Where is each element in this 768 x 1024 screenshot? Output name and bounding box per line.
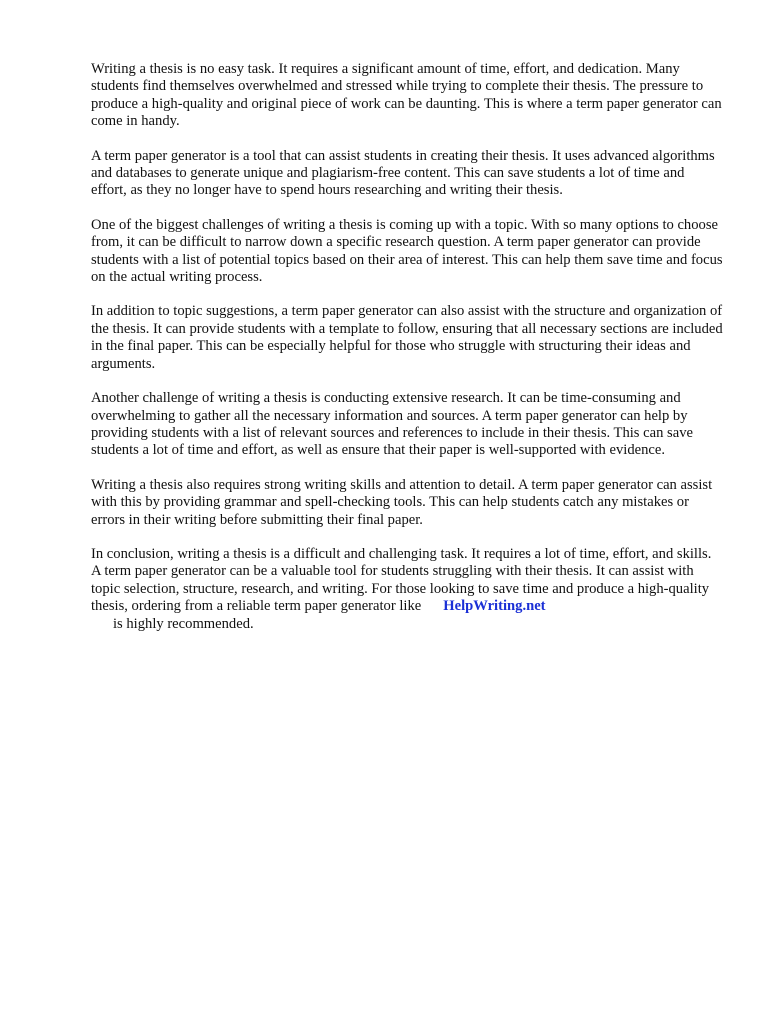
paragraph-structure: In addition to topic suggestions, a term paper generator can also assist with the structure and organization of the thesis. It can provide students with a template to follow, ensuring that all necessary sections are included in the final paper. This can be especially helpful for those who struggle with structuring their ideas and arguments. <box>91 303 723 372</box>
paragraph-intro: Writing a thesis is no easy task. It requires a significant amount of time, effort, and dedication. Many students find themselves overwhelmed and stressed while trying to complete their thesis. The pressure to produce a high-quality and original piece of work can be daunting. This is where a term paper generator can come in handy. <box>91 61 722 130</box>
paragraph-conclusion <box>91 546 723 633</box>
paragraph-research: Another challenge of writing a thesis is conducting extensive research. It can be time-consuming and overwhelming to gather all the necessary information and sources. A term paper generator can help by providing students with a list of relevant sources and references to include in their thesis. This can save students a lot of time and effort, as well as ensure that their paper is well-supported with evidence. <box>91 390 693 459</box>
conclusion-text: In conclusion, writing a thesis is a difficult and challenging task. It requires a lot of time, effort, and skills. A term paper generator can be a valuable tool for students struggling with their thesis. It can assist with topic selection, structure, research, and writing. For those looking to save time and produce a high-quality thesis, ordering from a reliable term paper generator like <box>91 545 712 615</box>
paragraph-generator-definition: A term paper generator is a tool that can assist students in creating their thesis. It uses advanced algorithms and databases to generate unique and plagiarism-free content. This can save students a lot of time and effort, as they no longer have to spend hours researching and writing their thesis. <box>91 147 715 199</box>
helpwriting-link[interactable]: HelpWriting.net <box>443 598 546 615</box>
paragraph-writing-skills: Writing a thesis also requires strong writing skills and attention to detail. A term paper generator can assist with this by providing grammar and spell-checking tools. This can help students catch any mistakes or errors in their writing before submitting their final paper. <box>91 476 713 528</box>
document-page <box>91 61 723 633</box>
conclusion-closing-text: is highly recommended. <box>113 615 254 632</box>
paragraph-topic-challenge: One of the biggest challenges of writing a thesis is coming up with a topic. With so many options to choose from, it can be difficult to narrow down a specific research question. A term paper generator can provide students with a list of potential topics based on their area of interest. This can help them save time and focus on the actual writing process. <box>91 216 723 286</box>
